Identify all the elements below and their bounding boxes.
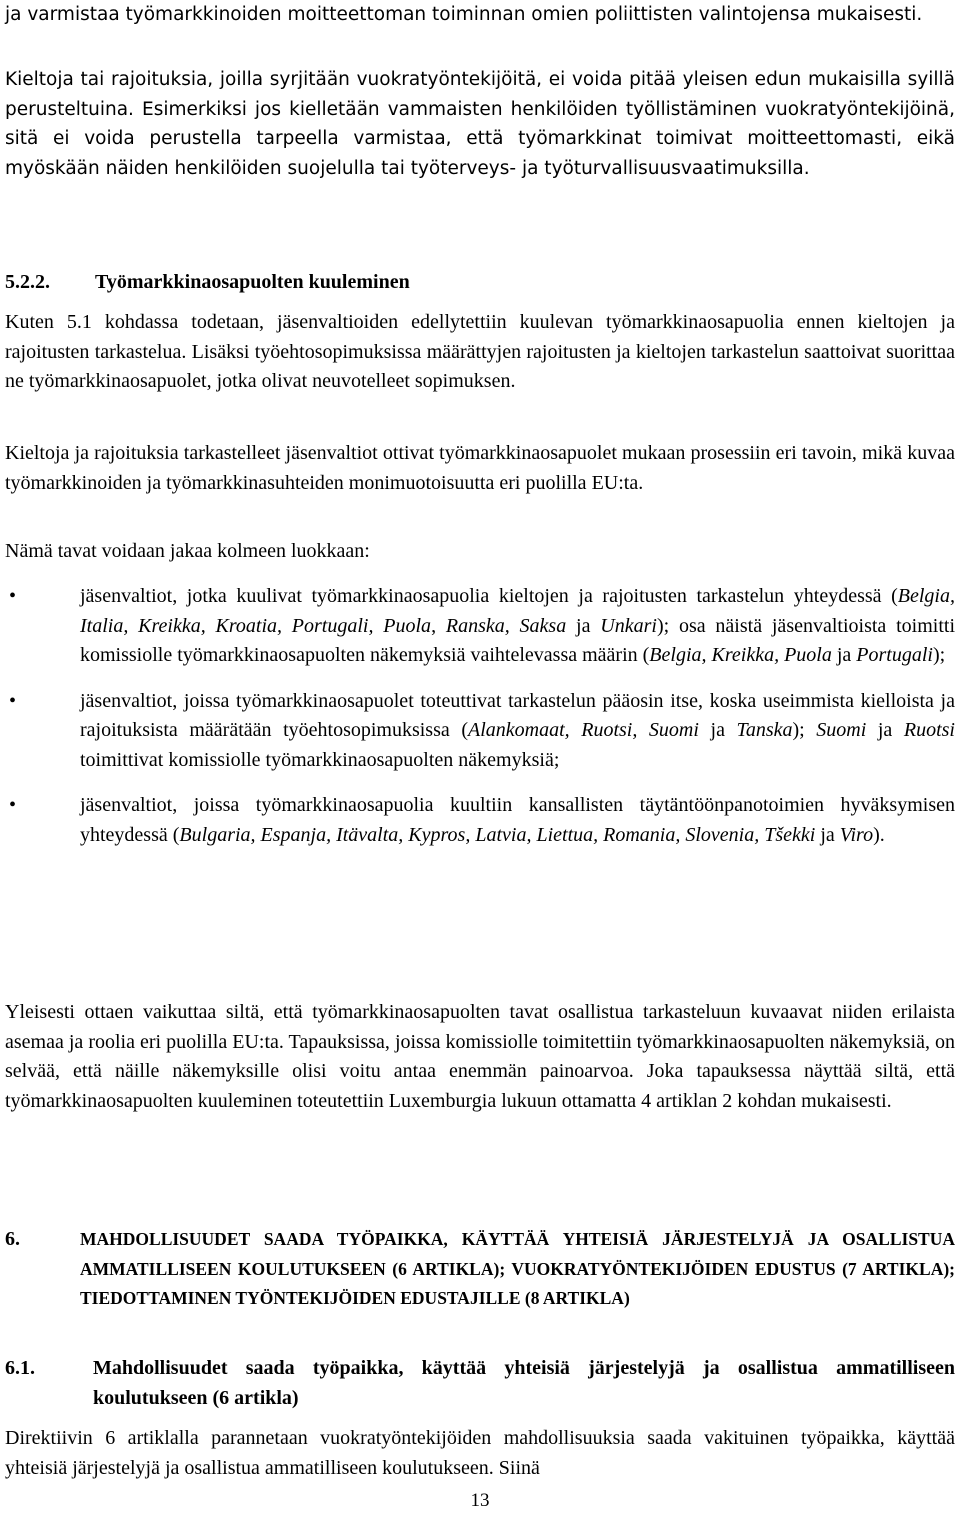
section-number: 5.2.2. (5, 271, 50, 293)
list-item-text: ja (815, 823, 840, 846)
list-item-text: ); osa näistä jäsenvaltioista toimitti komissiolle työmarkkinaosapuolten näkemyksiä vaihtelevassa määrin ( (80, 614, 955, 666)
list-item (5, 687, 955, 776)
section-heading-6-1 (5, 1354, 955, 1413)
bullet-icon: • (9, 585, 17, 607)
paragraph-summary: Yleisesti ottaen vaikuttaa siltä, että työmarkkinaosapuolten tavat osallistua tarkasteluun kuvaavat niiden erilaista asemaa ja roolia eri puolilla EU:ta. Tapauksissa, joissa komissiolle toimitettiin työmarkkinaosapuolten näkemyksiä, on selvää, että näille näkemyksille olisi voitu antaa enemmän painoarvoa. Joka tapauksessa näyttää siltä, että työmarkkinaosapuolten kuuleminen toteutettiin Luxemburgia lukuun ottamatta 4 artiklan 2 kohdan mukaisesti. (5, 1001, 955, 1112)
section-title: MAHDOLLISUUDET SAADA TYÖPAIKKA, KÄYTTÄÄ YHTEISIÄ JÄRJESTELYJÄ JA OSALLISTUA AMMATILLISEEN KOULUTUKSEEN (6 ARTIKLA); VUOKRATYÖNTEKIJÖIDEN EDUSTUS (7 ARTIKLA); TIEDOTTAMINEN TYÖNTEKIJÖIDEN EDUSTAJILLE (8 ARTIKLA) (80, 1229, 955, 1308)
paragraph-categories-intro: Nämä tavat voidaan jakaa kolmeen luokkaan: (5, 540, 370, 562)
list-item-italic: Portugali (856, 644, 933, 666)
list-item-italic: Belgia, Italia, Kreikka, Kroatia, Portugali, Puola (80, 585, 955, 637)
list-item-text: ); (792, 719, 817, 741)
section-heading-5-2-2 (5, 268, 410, 298)
section-title: Työmarkkinaosapuolten kuuleminen (95, 271, 410, 293)
list-item-text: , (431, 614, 446, 637)
list-item-italic: Unkari (600, 614, 657, 637)
section-number: 6. (5, 1228, 20, 1250)
list-item-text: ja (831, 644, 857, 666)
section-heading-6 (5, 1225, 955, 1314)
paragraph-discrimination (5, 65, 955, 183)
paragraph-discrimination-part-a: Kieltoja tai rajoituksia, joilla syrjitään vuokratyöntekijöitä, ei voida pitää yleisen edun mukaisilla syillä perusteltuina. (5, 69, 955, 120)
paragraph-article-6: Direktiivin 6 artiklalla parannetaan vuokratyöntekijöiden mahdollisuuksia saada vakituinen työpaikka, käyttää yhteisiä järjestelyjä ja osallistua ammatilliseen koulutukseen. Siinä (5, 1427, 955, 1479)
paragraph-discrimination-part-b: Esimerkiksi jos kielletään vammaisten henkilöiden työllistäminen vuokratyöntekijöinä, sitä ei voida perustella tarpeella varmistaa, että työmarkkinat toimivat moitteettomasti, eikä myöskään näiden henkilöiden suojelulla tai työterveys- ja työturvallisuusvaatimuksilla. (5, 98, 955, 179)
list-item-text: toimittivat komissiolle työmarkkinaosapuolten näkemyksiä; (80, 748, 560, 771)
list-item-text: ). (873, 823, 885, 846)
list-item-text: jäsenvaltiot, jotka kuulivat työmarkkinaosapuolia kieltojen ja rajoitusten tarkastelun yhteydessä ( (80, 585, 898, 607)
list-item-italic: Belgia, Kreikka, Puola (649, 644, 832, 666)
section-title: Mahdollisuudet saada työpaikka, käyttää yhteisiä järjestelyjä ja osallistua ammatilliseen koulutukseen (6 artikla) (93, 1357, 955, 1409)
section-number: 6.1. (5, 1357, 35, 1379)
list-item-text: ja (566, 614, 601, 637)
list-item (5, 582, 955, 671)
list-item-italic: Suomi (816, 719, 867, 741)
paragraph-member-states: Kieltoja ja rajoituksia tarkastelleet jäsenvaltiot ottivat työmarkkinaosapuolet mukaan prosessiin eri tavoin, mikä kuvaa työmarkkinoiden ja työmarkkinasuhteiden monimuotoisuutta eri puolilla EU:ta. (5, 442, 955, 494)
list-item-text: jäsenvaltiot, joissa työmarkkinaosapuolia kuultiin kansallisten täytäntöönpanotoimien hyväksymisen yhteydessä ( (80, 794, 955, 846)
list-item-italic: Bulgaria, Espanja, Itävalta, Kypros, Latvia, Liettua, Romania, Slovenia, Tšekki (179, 823, 816, 846)
bullet-icon: • (9, 689, 17, 712)
paragraph-intro-continuation: ja varmistaa työmarkkinoiden moitteettoman toiminnan omien poliittisten valintojensa mukaisesti. (5, 4, 923, 25)
category-list (5, 582, 955, 866)
list-item-text: ); (932, 644, 946, 666)
list-item-italic: Tanska (736, 719, 793, 741)
list-item-italic: Viro (839, 823, 874, 846)
list-item-italic: Ruotsi (903, 719, 955, 741)
list-item-italic: Alankomaat, Ruotsi, Suomi (468, 719, 699, 741)
paragraph-consultation: Kuten 5.1 kohdassa todetaan, jäsenvaltioiden edellytettiin kuulevan työmarkkinaosapuolia ennen kieltojen ja rajoitusten tarkastelua. Lisäksi työehtosopimuksissa määrättyjen rajoitusten ja kieltojen tarkastelun saattoivat suorittaa ne työmarkkinaosapuolet, jotka olivat neuvotelleet sopimuksen. (5, 311, 955, 392)
page-number: 13 (470, 1490, 490, 1511)
list-item-text: ja (698, 719, 737, 741)
bullet-icon: • (9, 794, 17, 816)
list-item-text: ja (866, 719, 904, 741)
list-item (5, 791, 955, 850)
list-item-text: jäsenvaltiot, joissa työmarkkinaosapuolet toteuttivat tarkastelun pääosin itse, koska useimmista kielloista ja rajoituksista määrätään työehtosopimuksissa ( (80, 689, 955, 741)
list-item-italic: Ranska, Saksa (445, 614, 567, 637)
